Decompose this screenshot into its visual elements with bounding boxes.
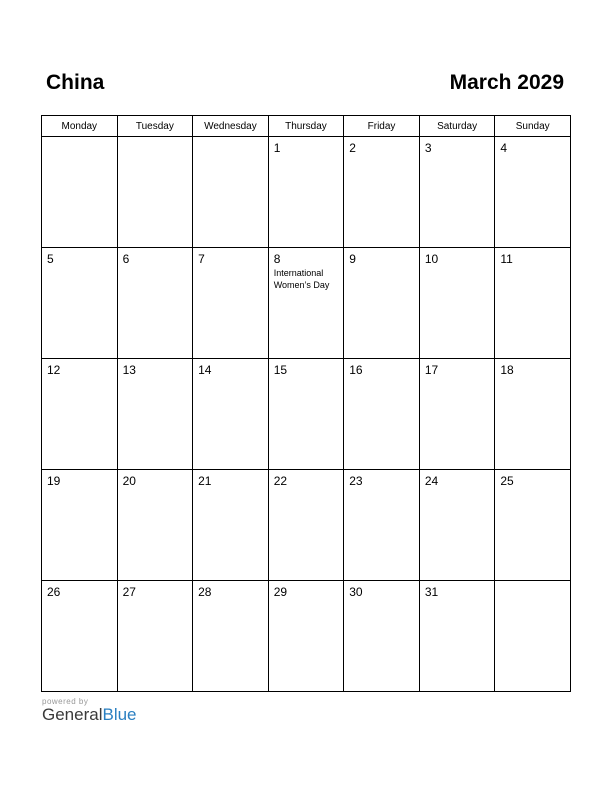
day-number: 18 — [500, 363, 514, 377]
day-number: 19 — [47, 474, 61, 488]
day-number: 16 — [349, 363, 363, 377]
day-cell — [268, 248, 344, 359]
day-number: 28 — [198, 585, 212, 599]
day-number: 27 — [122, 585, 136, 599]
day-cell — [117, 581, 193, 692]
weekday-sunday: Sunday — [495, 116, 571, 137]
day-number: 22 — [273, 474, 288, 488]
day-number: 23 — [349, 474, 363, 488]
day-cell — [495, 137, 571, 248]
day-number: 3 — [424, 141, 432, 155]
day-cell — [344, 581, 420, 692]
day-cell — [495, 248, 571, 359]
week-row — [42, 470, 571, 581]
day-cell — [193, 248, 269, 359]
day-cell — [419, 359, 495, 470]
month-title: March 2029 — [449, 71, 564, 94]
week-row — [42, 248, 571, 359]
day-number: 30 — [349, 585, 363, 599]
day-number: 11 — [500, 252, 513, 266]
day-cell — [268, 581, 344, 692]
generalblue-logo[interactable] — [42, 705, 137, 725]
day-cell — [268, 470, 344, 581]
day-number: 12 — [47, 363, 61, 377]
day-cell — [42, 248, 118, 359]
calendar-grid — [41, 115, 571, 692]
day-cell — [42, 359, 118, 470]
powered-by-label: powered by — [42, 697, 89, 706]
day-number: 5 — [47, 252, 54, 266]
brand-general-text: General — [42, 705, 103, 724]
day-number: 20 — [122, 474, 136, 488]
weekday-wednesday: Wednesday — [193, 116, 269, 137]
day-number: 24 — [424, 474, 439, 488]
country-title: China — [46, 71, 105, 94]
day-number: 4 — [500, 141, 508, 155]
weekday-friday: Friday — [344, 116, 420, 137]
day-number: 15 — [273, 363, 288, 377]
weekday-tuesday: Tuesday — [117, 116, 193, 137]
weekday-monday: Monday — [42, 116, 118, 137]
day-cell — [344, 470, 420, 581]
day-cell — [117, 359, 193, 470]
day-number: 25 — [500, 474, 514, 488]
day-number: 13 — [122, 363, 136, 377]
day-cell — [193, 359, 269, 470]
day-number: 17 — [424, 363, 439, 377]
week-row — [42, 137, 571, 248]
day-number: 29 — [273, 585, 288, 599]
day-number: 31 — [424, 585, 439, 599]
day-number: 7 — [198, 252, 205, 266]
day-cell — [495, 359, 571, 470]
day-cell — [495, 581, 571, 692]
day-cell — [117, 137, 193, 248]
day-number: 14 — [198, 363, 212, 377]
day-cell — [193, 137, 269, 248]
day-cell — [117, 248, 193, 359]
week-row — [42, 581, 571, 692]
day-cell — [42, 470, 118, 581]
day-cell — [117, 470, 193, 581]
day-cell — [42, 137, 118, 248]
day-number: 1 — [273, 141, 281, 155]
weekday-saturday: Saturday — [419, 116, 495, 137]
day-cell — [495, 470, 571, 581]
day-number: 9 — [349, 252, 356, 266]
day-cell — [268, 359, 344, 470]
day-cell — [193, 470, 269, 581]
day-cell — [419, 581, 495, 692]
week-row — [42, 359, 571, 470]
day-number: 10 — [424, 252, 439, 266]
day-cell — [344, 359, 420, 470]
day-number: 8 — [273, 252, 281, 266]
weekday-thursday: Thursday — [268, 116, 344, 137]
day-number: 6 — [122, 252, 130, 266]
day-cell — [419, 137, 495, 248]
day-cell — [344, 248, 420, 359]
day-number: 2 — [349, 141, 356, 155]
day-cell — [42, 581, 118, 692]
weekday-header-row — [42, 116, 571, 137]
day-cell — [193, 581, 269, 692]
day-cell — [419, 470, 495, 581]
day-cell — [344, 137, 420, 248]
day-cell — [419, 248, 495, 359]
holiday-label: International Women’s Day — [273, 268, 330, 290]
footer-branding — [42, 697, 137, 725]
day-cell — [268, 137, 344, 248]
day-number: 26 — [47, 585, 61, 599]
brand-blue-text: Blue — [102, 705, 137, 724]
day-number: 21 — [198, 474, 212, 488]
